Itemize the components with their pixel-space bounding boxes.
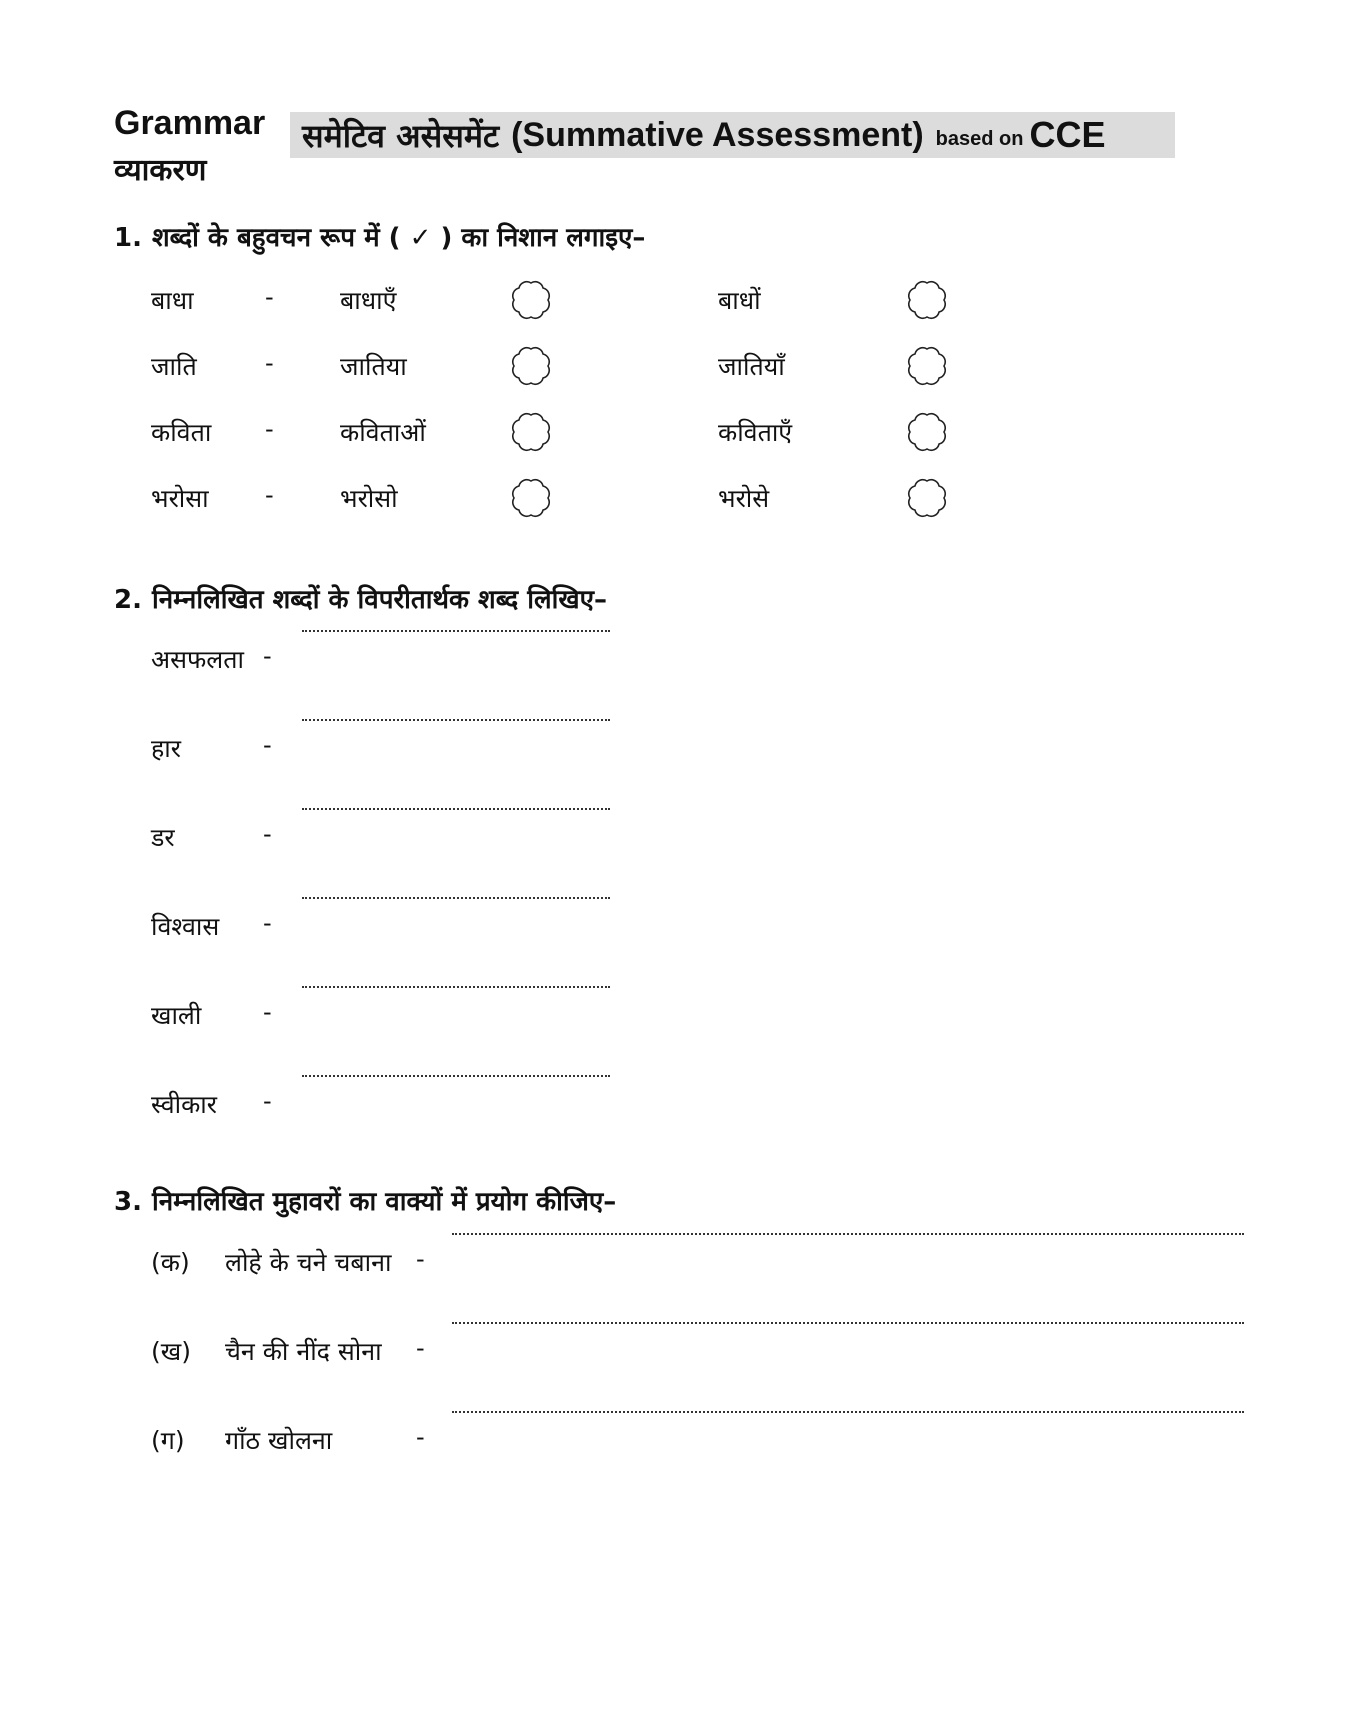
tick-box-option-1[interactable] bbox=[504, 339, 558, 397]
idiom-label: (ग) bbox=[151, 1426, 185, 1455]
subject-title-hindi: व्याकरण bbox=[114, 153, 207, 188]
option-2-text: कविताएँ bbox=[718, 418, 793, 447]
antonym-word: खाली bbox=[151, 1001, 202, 1030]
plural-word: बाधा bbox=[151, 286, 194, 315]
separator: - bbox=[263, 1087, 272, 1115]
answer-line[interactable] bbox=[452, 1411, 1244, 1413]
separator: - bbox=[416, 1423, 425, 1451]
plural-word: जाति bbox=[151, 352, 197, 381]
question-1 bbox=[114, 218, 645, 254]
question-number: 3. bbox=[114, 1187, 142, 1217]
answer-line[interactable] bbox=[302, 630, 610, 632]
antonym-word: स्वीकार bbox=[151, 1090, 218, 1119]
idiom-label: (ख) bbox=[151, 1337, 191, 1366]
answer-line[interactable] bbox=[452, 1233, 1244, 1235]
answer-line[interactable] bbox=[302, 719, 610, 721]
separator: - bbox=[263, 642, 272, 670]
idiom-phrase: चैन की नींद सोना bbox=[225, 1337, 382, 1366]
subject-title-english: Grammar bbox=[114, 104, 266, 142]
separator: - bbox=[416, 1245, 425, 1273]
separator: - bbox=[416, 1334, 425, 1362]
separator: - bbox=[263, 731, 272, 759]
option-2-text: जातियाँ bbox=[718, 352, 785, 381]
option-2-text: भरोसे bbox=[718, 484, 770, 513]
antonym-word: हार bbox=[151, 734, 181, 763]
separator: - bbox=[263, 820, 272, 848]
option-1-text: जातिया bbox=[340, 352, 407, 381]
answer-line[interactable] bbox=[302, 808, 610, 810]
banner-based-on: based on bbox=[935, 127, 1024, 150]
question-text: निम्नलिखित मुहावरों का वाक्यों में प्रयोग कीजिए– bbox=[152, 1187, 617, 1217]
separator: - bbox=[265, 283, 274, 311]
separator: - bbox=[263, 998, 272, 1026]
tick-box-option-2[interactable] bbox=[900, 339, 954, 397]
answer-line[interactable] bbox=[452, 1322, 1244, 1324]
antonym-word: असफलता bbox=[151, 645, 244, 674]
answer-line[interactable] bbox=[302, 897, 610, 899]
separator: - bbox=[263, 909, 272, 937]
plural-word: कविता bbox=[151, 418, 212, 447]
tick-box-option-1[interactable] bbox=[504, 405, 558, 463]
question-2 bbox=[114, 580, 607, 616]
banner-hindi-text: समेटिव असेसमेंट bbox=[302, 116, 500, 155]
tick-box-option-1[interactable] bbox=[504, 471, 558, 529]
assessment-banner bbox=[290, 112, 1175, 158]
separator: - bbox=[265, 481, 274, 509]
banner-english-text: (Summative Assessment) bbox=[511, 115, 924, 154]
answer-line[interactable] bbox=[302, 1075, 610, 1077]
antonym-word: डर bbox=[151, 823, 175, 852]
option-1-text: भरोसो bbox=[340, 484, 398, 513]
question-text: निम्नलिखित शब्दों के विपरीतार्थक शब्द लिखिए– bbox=[152, 585, 607, 615]
question-text: शब्दों के बहुवचन रूप में ( ✓ ) का निशान लगाइए– bbox=[152, 223, 646, 253]
option-1-text: कविताओं bbox=[340, 418, 426, 447]
tick-box-option-1[interactable] bbox=[504, 273, 558, 331]
idiom-phrase: लोहे के चने चबाना bbox=[225, 1248, 392, 1277]
banner-cce: CCE bbox=[1029, 114, 1106, 155]
option-2-text: बाधों bbox=[718, 286, 761, 315]
separator: - bbox=[265, 349, 274, 377]
antonym-word: विश्वास bbox=[151, 912, 220, 941]
idiom-phrase: गाँठ खोलना bbox=[225, 1426, 333, 1455]
question-3 bbox=[114, 1182, 616, 1218]
option-1-text: बाधाएँ bbox=[340, 286, 397, 315]
tick-box-option-2[interactable] bbox=[900, 405, 954, 463]
tick-box-option-2[interactable] bbox=[900, 471, 954, 529]
plural-word: भरोसा bbox=[151, 484, 209, 513]
tick-box-option-2[interactable] bbox=[900, 273, 954, 331]
separator: - bbox=[265, 415, 274, 443]
answer-line[interactable] bbox=[302, 986, 610, 988]
question-number: 2. bbox=[114, 585, 142, 615]
question-number: 1. bbox=[114, 223, 142, 253]
idiom-label: (क) bbox=[151, 1248, 190, 1277]
